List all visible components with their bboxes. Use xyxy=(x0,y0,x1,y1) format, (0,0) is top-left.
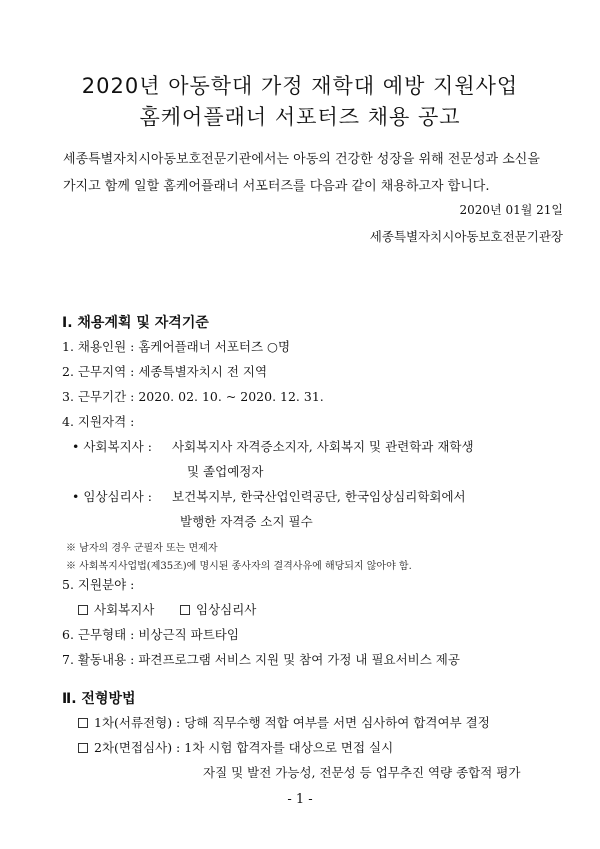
field-clinical-psych xyxy=(180,600,256,618)
qual-clinical-psych-head: • 임상심리사 : xyxy=(72,489,152,504)
field-social-worker-label: 사회복지사 xyxy=(94,602,155,617)
section-1-heading: Ⅰ. 채용계획 및 자격기준 xyxy=(62,315,209,331)
checkbox-square-icon xyxy=(180,605,190,615)
checkbox-square-icon xyxy=(78,743,88,753)
item-qualifications: 4. 지원자격 : xyxy=(62,414,135,429)
item-activities: 7. 활동내용 : 파견프로그램 서비스 지원 및 참여 가정 내 필요서비스 제공 xyxy=(62,652,460,667)
item-recruitment-count: 1. 채용인원 : 홈케어플래너 서포터즈 ○명 xyxy=(62,339,291,354)
title-line-2: 홈케어플래너 서포터즈 채용 공고 xyxy=(139,105,461,129)
step-interview xyxy=(78,738,393,756)
field-clinical-psych-label: 임상심리사 xyxy=(196,602,257,617)
step-document-screening-label: 1차(서류전형) : 당해 직무수행 적합 여부를 서면 심사하여 합격여부 결정 xyxy=(94,715,490,730)
qual-social-worker-head: • 사회복지사 : xyxy=(72,439,152,454)
announcement-date: 2020년 01월 21일 xyxy=(459,203,563,217)
qual-social-worker-line-1: 사회복지사 자격증소지자, 사회복지 및 관련학과 재학생 xyxy=(172,439,474,454)
section-2-heading: Ⅱ. 전형방법 xyxy=(62,691,136,707)
intro-line-2: 가지고 함께 일할 홈케어플래너 서포터즈를 다음과 같이 채용하고자 합니다. xyxy=(63,179,490,194)
item-work-period: 3. 근무기간 : 2020. 02. 10. ~ 2020. 12. 31. xyxy=(62,389,324,404)
qual-social-worker-line-2: 및 졸업예정자 xyxy=(187,464,264,479)
intro-line-1: 세종특별자치시아동보호전문기관에서는 아동의 건강한 성장을 위해 전문성과 소신을 xyxy=(63,152,540,167)
issuing-organization: 세종특별자치시아동보호전문기관장 xyxy=(369,229,563,244)
step-interview-detail: 자질 및 발전 가능성, 전문성 등 업무추진 역량 종합적 평가 xyxy=(203,765,521,780)
note-disqualification: ※ 사회복지사업법(제35조)에 명시된 종사자의 결격사유에 해당되지 않아야 함. xyxy=(66,561,412,572)
field-social-worker xyxy=(78,600,154,618)
qual-clinical-psych-line-1: 보건복지부, 한국산업인력공단, 한국임상심리학회에서 xyxy=(172,489,466,504)
item-work-area: 2. 근무지역 : 세종특별자치시 전 지역 xyxy=(62,364,268,379)
item-work-type: 6. 근무형태 : 비상근직 파트타임 xyxy=(62,627,239,642)
step-interview-label: 2차(면접심사) : 1차 시험 합격자를 대상으로 면접 실시 xyxy=(94,740,394,755)
checkbox-square-icon xyxy=(78,718,88,728)
checkbox-square-icon xyxy=(78,605,88,615)
title-line-1: 2020년 아동학대 가정 재학대 예방 지원사업 xyxy=(81,74,519,98)
step-document-screening xyxy=(78,713,490,731)
note-military: ※ 남자의 경우 군필자 또는 면제자 xyxy=(66,543,218,554)
page-number: - 1 - xyxy=(287,792,313,807)
qual-clinical-psych-line-2: 발행한 자격증 소지 필수 xyxy=(180,514,313,529)
intro-paragraph xyxy=(63,146,563,200)
item-application-field: 5. 지원분야 : xyxy=(62,577,135,592)
